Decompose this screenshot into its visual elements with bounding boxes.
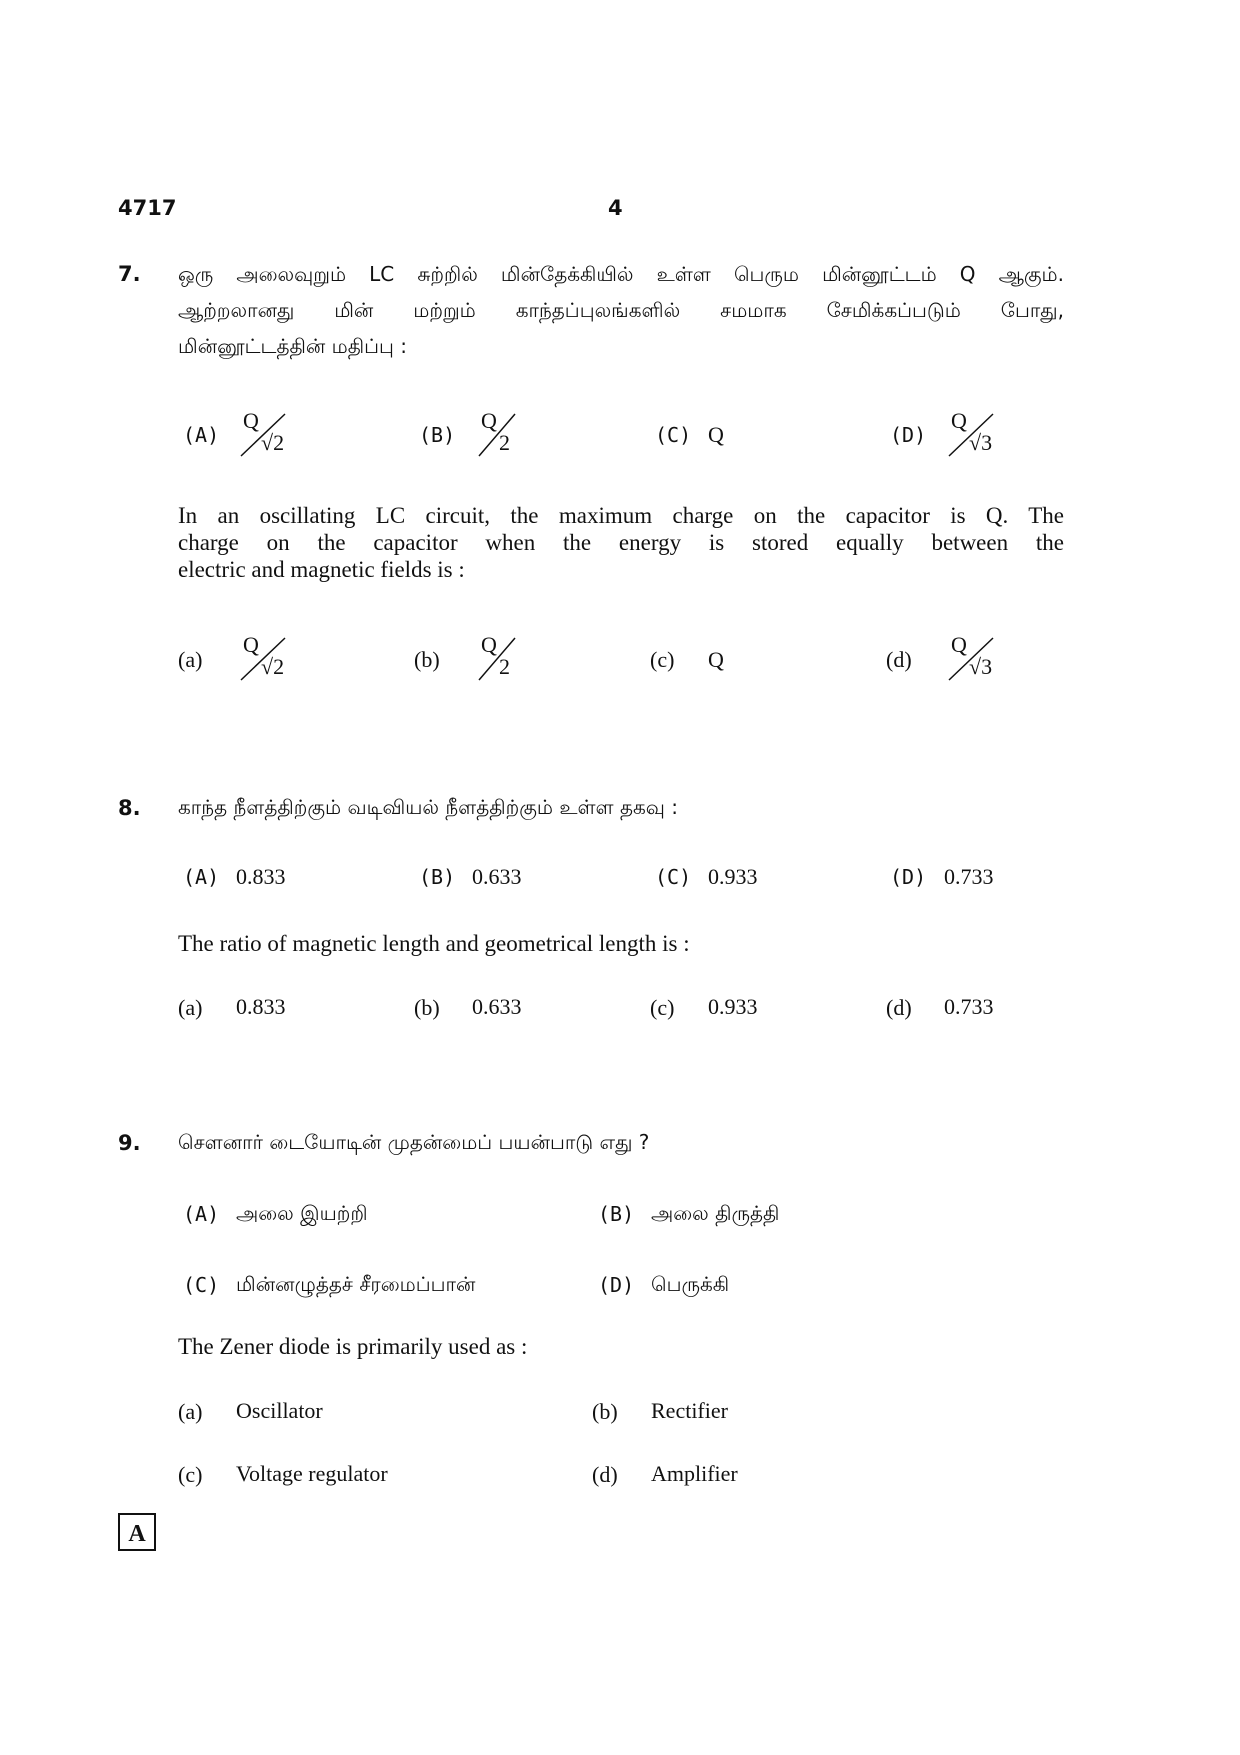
question-7-english-line-1: In an oscillating LC circuit, the maximum charge on the capacitor is Q. The	[178, 503, 1064, 528]
q7-ta-label-a: (A)	[183, 423, 220, 447]
q8-ta-label-b: (B)	[419, 865, 456, 889]
q9-ta-label-d: (D)	[598, 1273, 635, 1297]
q8-en-option-c: 0.933	[708, 994, 758, 1019]
q9-ta-option-b: அலை திருத்தி	[651, 1201, 780, 1225]
numerator: Q	[951, 632, 967, 657]
q7-en-option-c: Q	[708, 647, 724, 672]
question-7-number: 7.	[118, 262, 141, 286]
numerator: Q	[481, 408, 497, 433]
q8-ta-label-a: (A)	[183, 865, 220, 889]
q7-ta-label-d: (D)	[890, 423, 927, 447]
q9-en-label-c: (c)	[178, 1462, 203, 1487]
q7-ta-option-c: Q	[708, 422, 724, 447]
question-7-tamil-line-3: மின்னூட்டத்தின் மதிப்பு :	[178, 334, 407, 358]
q8-ta-label-c: (C)	[655, 865, 692, 889]
numerator: Q	[243, 632, 259, 657]
question-7-tamil-line-1: ஒரு அலைவுறும் LC சுற்றில் மின்தேக்கியில் உள்ள பெரும மின்னூட்டம் Q ஆகும்.	[178, 262, 1064, 286]
q7-ta-option-b-fraction	[475, 408, 545, 458]
page-number: 4	[608, 196, 623, 220]
question-8-english: The ratio of magnetic length and geometrical length is :	[178, 931, 690, 956]
q8-ta-option-b: 0.633	[472, 864, 522, 889]
q9-en-label-b: (b)	[592, 1399, 618, 1424]
q8-en-label-c: (c)	[650, 995, 675, 1020]
question-9-tamil: சௌனார் டையோடின் முதன்மைப் பயன்பாடு எது ?	[178, 1130, 650, 1154]
q9-ta-option-a: அலை இயற்றி	[236, 1201, 368, 1225]
q7-en-option-d-fraction	[945, 632, 1015, 682]
q8-en-label-a: (a)	[178, 995, 203, 1020]
q9-en-label-d: (d)	[592, 1462, 618, 1487]
q8-ta-option-a: 0.833	[236, 864, 286, 889]
denominator: √3	[969, 430, 993, 455]
question-8-number: 8.	[118, 796, 141, 820]
question-8-tamil: காந்த நீளத்திற்கும் வடிவியல் நீளத்திற்கும் உள்ள தகவு :	[178, 795, 679, 819]
q8-ta-option-c: 0.933	[708, 864, 758, 889]
q8-ta-option-d: 0.733	[944, 864, 994, 889]
paper-code: 4717	[118, 196, 177, 220]
q7-en-label-a: (a)	[178, 647, 203, 672]
q7-ta-label-c: (C)	[655, 423, 692, 447]
q9-ta-label-a: (A)	[183, 1202, 220, 1226]
denominator: √2	[261, 430, 285, 455]
question-7-english-line-2: charge on the capacitor when the energy is stored equally between the	[178, 530, 1064, 555]
denominator: √3	[969, 654, 993, 679]
q7-en-option-b-fraction	[475, 632, 545, 682]
q7-en-label-c: (c)	[650, 647, 675, 672]
q8-en-option-d: 0.733	[944, 994, 994, 1019]
q8-ta-label-d: (D)	[890, 865, 927, 889]
q7-en-label-b: (b)	[414, 647, 440, 672]
q9-en-label-a: (a)	[178, 1399, 203, 1424]
numerator: Q	[481, 632, 497, 657]
denominator: 2	[499, 654, 510, 679]
numerator: Q	[243, 408, 259, 433]
q9-en-option-c: Voltage regulator	[236, 1461, 388, 1486]
q7-ta-option-d-fraction	[945, 408, 1015, 458]
q9-en-option-a: Oscillator	[236, 1398, 323, 1423]
q9-ta-option-c: மின்னழுத்தச் சீரமைப்பான்	[236, 1272, 476, 1296]
q8-en-label-d: (d)	[886, 995, 912, 1020]
question-9-english: The Zener diode is primarily used as :	[178, 1334, 528, 1359]
denominator: 2	[499, 430, 510, 455]
q9-en-option-d: Amplifier	[651, 1461, 738, 1486]
q7-ta-option-a-fraction	[237, 408, 307, 458]
booklet-series-box: A	[118, 1513, 156, 1551]
q9-ta-label-c: (C)	[183, 1273, 220, 1297]
numerator: Q	[951, 408, 967, 433]
q8-en-label-b: (b)	[414, 995, 440, 1020]
q7-en-option-a-fraction	[237, 632, 307, 682]
q9-en-option-b: Rectifier	[651, 1398, 728, 1423]
q8-en-option-a: 0.833	[236, 994, 286, 1019]
question-9-number: 9.	[118, 1131, 141, 1155]
question-7-tamil-line-2: ஆற்றலானது மின் மற்றும் காந்தப்புலங்களில் சமமாக சேமிக்கப்படும் போது,	[178, 298, 1064, 322]
q8-en-option-b: 0.633	[472, 994, 522, 1019]
q9-ta-option-d: பெருக்கி	[651, 1272, 730, 1296]
q7-en-label-d: (d)	[886, 647, 912, 672]
denominator: √2	[261, 654, 285, 679]
q7-ta-label-b: (B)	[419, 423, 456, 447]
question-7-english-line-3: electric and magnetic fields is :	[178, 557, 465, 582]
q9-ta-label-b: (B)	[598, 1202, 635, 1226]
